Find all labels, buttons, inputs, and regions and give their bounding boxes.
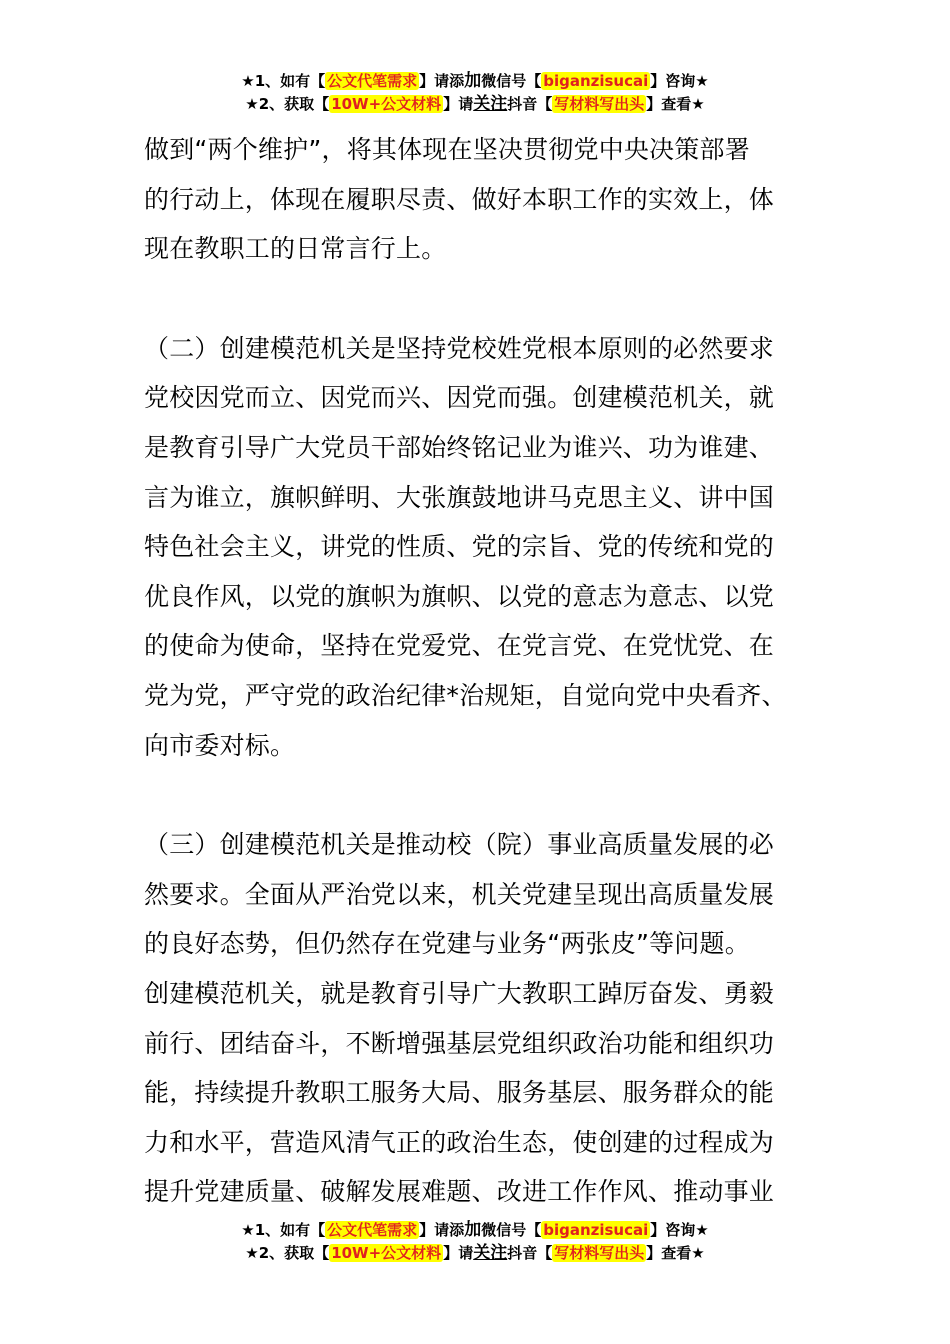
banner-line-1: ★1、如有【 公文代笔需求 】请添加微信号【 biganzisucai 】咨询★ — [241, 1220, 709, 1240]
highlight-materials: 10W+公文材料 — [331, 1244, 442, 1262]
paragraph-2 — [144, 373, 808, 770]
banner-line-2: ★2、获取【 10W+公文材料 】请关注抖音【 写材料写出头 】查看★ — [245, 1243, 705, 1263]
paragraph-spacer — [144, 274, 808, 324]
banner-line-1: ★1、如有【 公文代笔需求 】请添加微信号【 biganzisucai 】咨询★ — [241, 71, 709, 91]
highlight-service: 公文代笔需求 — [327, 72, 418, 90]
text-line: 前行、团结奋斗，不断增强基层党组织政治功能和组织功 — [144, 1028, 775, 1058]
text-line: 的行动上，体现在履职尽责、做好本职工作的实效上，体 — [144, 184, 775, 214]
highlight-douyin: 写材料写出头 — [554, 95, 645, 113]
text-line: 能，持续提升教职工服务大局、服务基层、服务群众的能 — [144, 1078, 775, 1108]
text-line: 的良好态势，但仍然存在党建与业务“两张皮”等问题。 — [144, 929, 750, 959]
text-line: 现在教职工的日常言行上。 — [144, 234, 447, 264]
document-body — [144, 125, 808, 1217]
text-line: 做到“两个维护”，将其体现在坚决贯彻党中央决策部署 — [144, 135, 750, 164]
highlight-wechat-id: biganzisucai — [543, 72, 649, 90]
text-line: 力和水平，营造风清气正的政治生态，使创建的过程成为 — [144, 1127, 775, 1157]
highlight-wechat-id: biganzisucai — [543, 1221, 649, 1239]
highlight-materials: 10W+公文材料 — [331, 95, 442, 113]
banner-line-2: ★2、获取【 10W+公文材料 】请关注抖音【 写材料写出头 】查看★ — [245, 94, 705, 114]
text-line: 党校因党而立、因党而兴、因党而强。创建模范机关，就 — [144, 383, 775, 413]
paragraph-1 — [144, 125, 808, 274]
paragraph-spacer — [144, 770, 808, 820]
text-line: 创建模范机关，就是教育引导广大教职工踔厉奋发、勇毅 — [144, 978, 775, 1008]
paragraph-3 — [144, 820, 808, 1217]
text-line: 然要求。全面从严治党以来，机关党建呈现出高质量发展 — [144, 879, 775, 909]
header-banner — [0, 70, 950, 116]
text-line: 言为谁立，旗帜鲜明、大张旗鼓地讲马克思主义、讲中国 — [144, 482, 775, 512]
highlight-service: 公文代笔需求 — [327, 1221, 418, 1239]
highlight-douyin: 写材料写出头 — [554, 1244, 645, 1262]
text-line: （三）创建模范机关是推动校（院）事业高质量发展的必 — [144, 830, 775, 860]
footer-banner — [0, 1219, 950, 1265]
text-line: 特色社会主义，讲党的性质、党的宗旨、党的传统和党的 — [144, 532, 775, 562]
text-line: 向市委对标。 — [144, 730, 296, 760]
section-heading-2: （二）创建模范机关是坚持党校姓党根本原则的必然要求 — [144, 333, 775, 363]
text-line: 党为党，严守党的政治纪律*治规矩，自觉向党中央看齐、 — [144, 680, 787, 710]
text-line: 的使命为使命，坚持在党爱党、在党言党、在党忧党、在 — [144, 631, 775, 661]
text-line: 优良作风，以党的旗帜为旗帜、以党的意志为意志、以党 — [144, 581, 775, 611]
text-line: 提升党建质量、破解发展难题、改进工作作风、推动事业 — [144, 1177, 775, 1207]
text-line: 是教育引导广大党员干部始终铭记业为谁兴、功为谁建、 — [144, 432, 775, 462]
